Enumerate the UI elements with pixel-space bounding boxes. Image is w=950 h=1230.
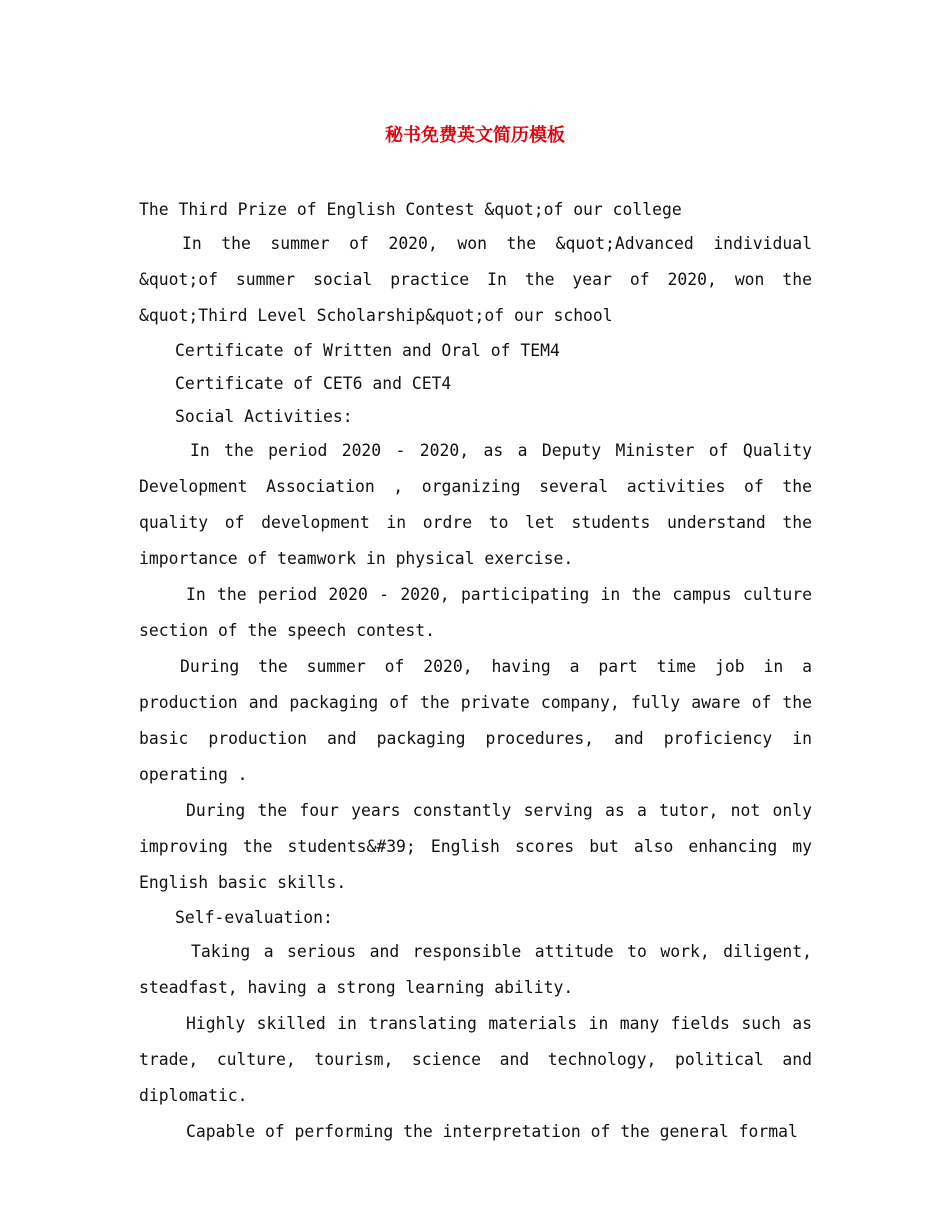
paragraph-speech-contest: In the period 2020 - 2020, participating in the campus culture section of the speech contest.	[139, 585, 812, 640]
paragraph-deputy-minister: In the period 2020 - 2020, as a Deputy Minister of Quality Development Association , organizing several activities of the quality of development in ordre to let students understand the importance of teamwork in physical exercise.	[139, 441, 812, 568]
section-heading-self-evaluation: Self-evaluation:	[175, 908, 333, 927]
document-title: 秘书免费英文简历模板	[385, 125, 565, 146]
paragraph-cet: Certificate of CET6 and CET4	[175, 374, 452, 393]
paragraph-summer-award: In the summer of 2020, won the &quot;Advanced individual &quot;of summer social practice In the year of 2020, won the &quot;Third Level Scholarship&quot;of our school	[139, 234, 812, 325]
paragraph-interpretation: Capable of performing the interpretation of the general formal	[186, 1122, 798, 1141]
document-body	[139, 193, 812, 1150]
section-heading-social-activities: Social Activities:	[175, 407, 353, 426]
paragraph-tem4: Certificate of Written and Oral of TEM4	[175, 341, 560, 360]
paragraph-english-contest: The Third Prize of English Contest &quot;of our college	[139, 200, 682, 219]
paragraph-tutor: During the four years constantly serving as a tutor, not only improving the students&#39; English scores but also enhancing my English basic skills.	[139, 801, 812, 892]
paragraph-translation-skills: Highly skilled in translating materials in many fields such as trade, culture, tourism, science and technology, political and diplomatic.	[139, 1014, 812, 1105]
paragraph-attitude: Taking a serious and responsible attitude to work, diligent, steadfast, having a strong learning ability.	[139, 942, 812, 997]
paragraph-part-time-job: During the summer of 2020, having a part time job in a production and packaging of the private company, fully aware of the basic production and packaging procedures, and proficiency in operating .	[139, 657, 812, 784]
